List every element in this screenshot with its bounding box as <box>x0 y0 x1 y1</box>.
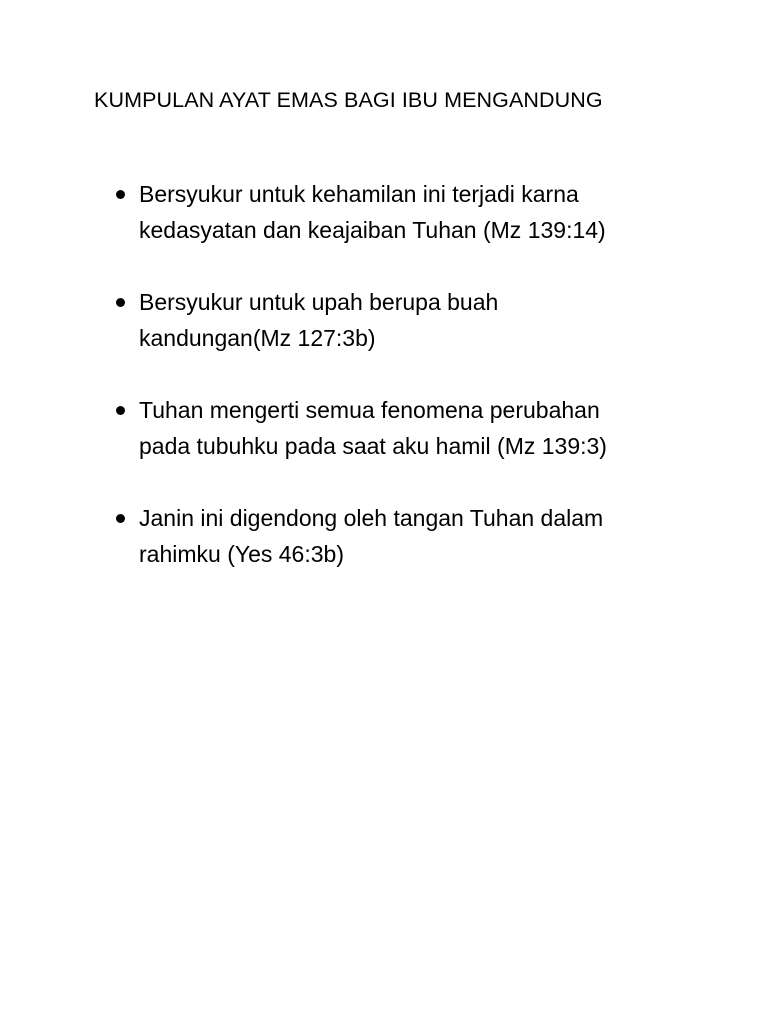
list-item-line: Bersyukur untuk kehamilan ini terjadi karna <box>139 181 579 207</box>
list-item-line: kandungan(Mz 127:3b) <box>139 325 376 351</box>
bullet-icon <box>116 190 125 199</box>
list-item-line: rahimku (Yes 46:3b) <box>139 541 344 567</box>
list-item <box>113 176 713 248</box>
bullet-icon <box>116 514 125 523</box>
verse-list <box>113 176 713 608</box>
list-item-line: kedasyatan dan keajaiban Tuhan (Mz 139:14) <box>139 217 606 243</box>
document-title: KUMPULAN AYAT EMAS BAGI IBU MENGANDUNG <box>94 88 603 112</box>
bullet-icon <box>116 406 125 415</box>
list-item <box>113 392 713 464</box>
list-item-line: Tuhan mengerti semua fenomena perubahan <box>139 397 600 423</box>
list-item <box>113 500 713 572</box>
list-item-line: Janin ini digendong oleh tangan Tuhan dalam <box>139 505 604 531</box>
list-item-line: pada tubuhku pada saat aku hamil (Mz 139:3) <box>139 433 607 459</box>
list-item <box>113 284 713 356</box>
bullet-icon <box>116 298 125 307</box>
list-item-line: Bersyukur untuk upah berupa buah <box>139 289 499 315</box>
